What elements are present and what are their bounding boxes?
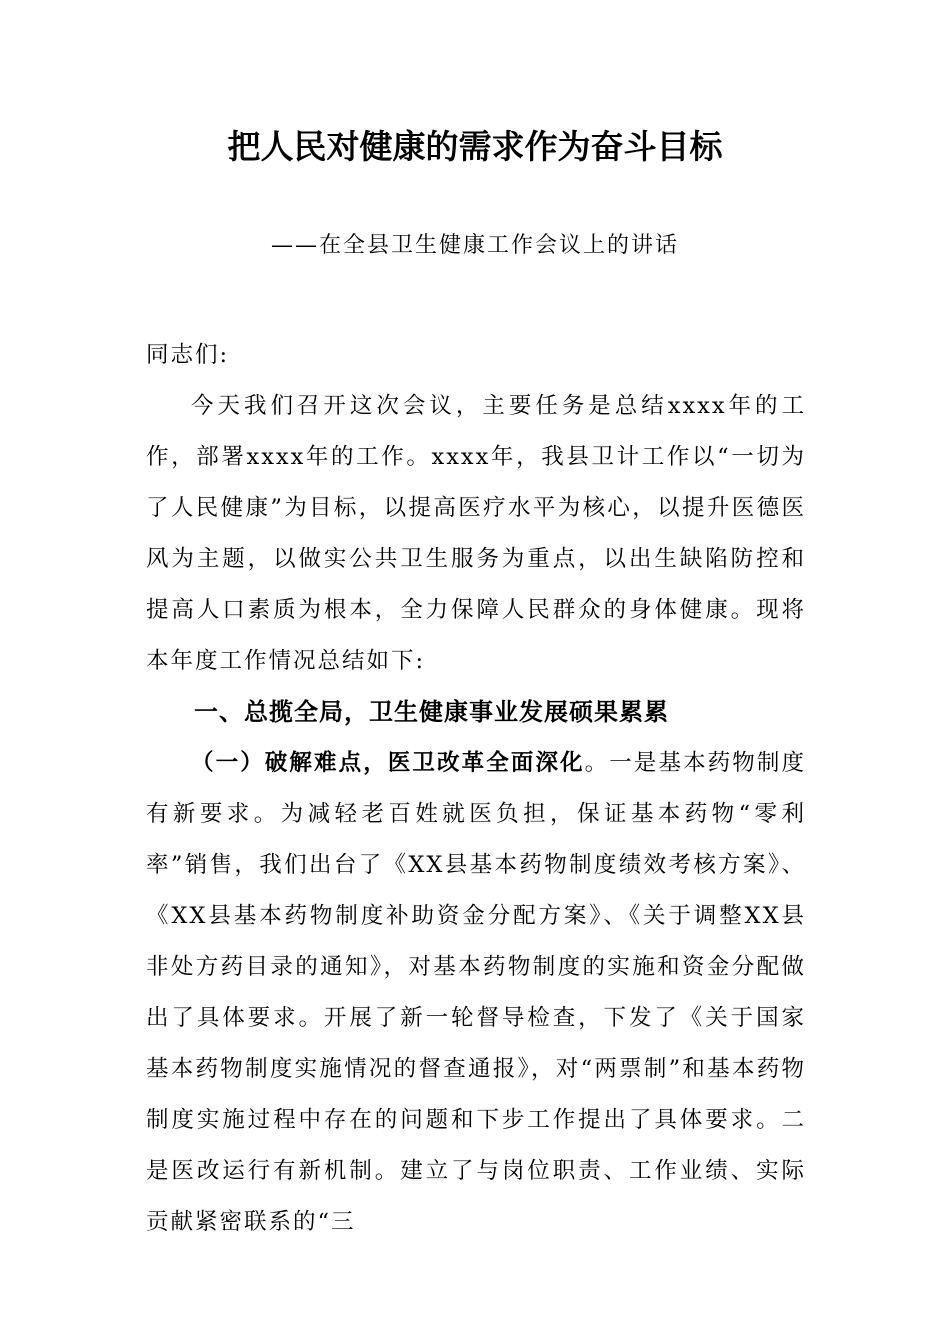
subsection-paragraph-1 [146, 738, 806, 1248]
intro-paragraph: 今天我们召开这次会议，主要任务是总结xxxx年的工作，部署xxxx年的工作。xxxx年，我县卫计工作以“一切为了人民健康”为目标，以提高医疗水平为核心，以提升医德医风为主题，以做实公共卫生服务为重点，以出生缺陷防控和提高人口素质为根本，全力保障人民群众的身体健康。现将本年度工作情况总结如下: [146, 393, 806, 674]
document-subtitle: ——在全县卫生健康工作会议上的讲话 [270, 233, 679, 258]
subsection-text-1: 。一是基本药物制度有新要求。为减轻老百姓就医负担，保证基本药物“零利率”销售，我们出台了《XX县基本药物制度绩效考核方案》、《XX县基本药物制度补助资金分配方案》、《关于调整XX县非处方药目录的通知》，对基本药物制度的实施和资金分配做出了具体要求。开展了新一轮督导检查，下发了《关于国家基本药物制度实施情况的督查通报》，对“两票制”和基本药物制度实施过程中存在的问题和下步工作提出了具体要求。二是医改运行有新机制。建立了与岗位职责、工作业绩、实际贡献紧密联系的“三 [146, 750, 806, 1235]
salutation: 同志们: [146, 342, 230, 368]
document-body [146, 330, 806, 1248]
subsection-lead-1: （一）破解难点，医卫改革全面深化 [191, 750, 585, 776]
section-heading-1: 一、总揽全局，卫生健康事业发展硕果累累 [194, 698, 669, 726]
document-title: 把人民对健康的需求作为奋斗目标 [227, 127, 723, 166]
